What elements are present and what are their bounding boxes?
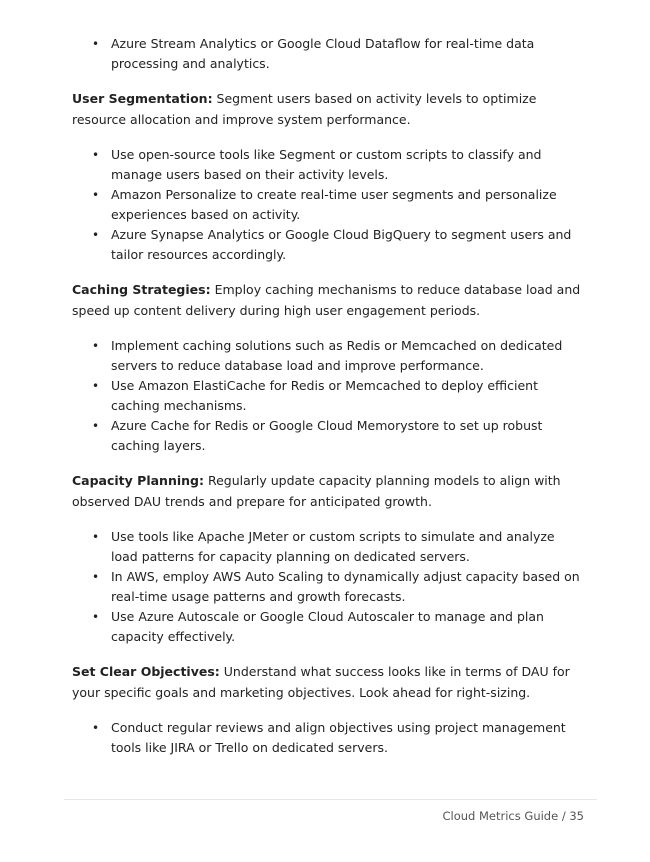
bullet-list-stream-analytics <box>72 34 582 74</box>
list-item: • Use open-source tools like Segment or custom scripts to classify and manage users based on their activity levels. <box>92 147 542 182</box>
section-heading: Set Clear Objectives: <box>72 664 220 679</box>
bullet-icon: • <box>92 530 100 544</box>
list-item: • Amazon Personalize to create real-time user segments and personalize experiences based on activity. <box>92 187 557 222</box>
bullet-list-capacity <box>72 527 582 647</box>
section-heading: User Segmentation: <box>72 91 213 106</box>
page-content <box>72 34 582 758</box>
footer-divider <box>64 799 597 800</box>
bullet-icon: • <box>92 188 100 202</box>
list-item: • Azure Synapse Analytics or Google Cloud BigQuery to segment users and tailor resources accordingly. <box>92 227 572 262</box>
section-heading: Capacity Planning: <box>72 473 204 488</box>
list-item: • Azure Stream Analytics or Google Cloud Dataflow for real-time data processing and analytics. <box>92 36 535 71</box>
section-capacity-planning <box>72 471 582 512</box>
bullet-list-caching <box>72 336 582 456</box>
bullet-icon: • <box>92 721 100 735</box>
section-set-clear-objectives <box>72 662 582 703</box>
bullet-icon: • <box>92 228 100 242</box>
section-body: Employ caching mechanisms to reduce database load and speed up content delivery during high user engagement periods. <box>72 282 581 318</box>
list-item: • Conduct regular reviews and align objectives using project management tools like JIRA or Trello on dedicated servers. <box>92 720 566 755</box>
bullet-icon: • <box>92 37 100 51</box>
bullet-list-objectives <box>72 718 582 758</box>
section-user-segmentation <box>72 89 582 130</box>
page-footer: Cloud Metrics Guide / 35 <box>442 809 584 823</box>
section-body: Segment users based on activity levels to optimize resource allocation and improve system performance. <box>72 91 537 127</box>
list-item: • Azure Cache for Redis or Google Cloud Memorystore to set up robust caching layers. <box>92 418 543 453</box>
section-body: Understand what success looks like in terms of DAU for your specific goals and marketing objectives. Look ahead for right-sizing. <box>72 664 570 700</box>
list-item: • Use Azure Autoscale or Google Cloud Autoscaler to manage and plan capacity effectively. <box>92 609 544 644</box>
bullet-icon: • <box>92 148 100 162</box>
list-item: • In AWS, employ AWS Auto Scaling to dynamically adjust capacity based on real-time usage patterns and growth forecasts. <box>92 569 580 604</box>
bullet-icon: • <box>92 610 100 624</box>
section-caching-strategies <box>72 280 582 321</box>
section-heading: Caching Strategies: <box>72 282 211 297</box>
list-item: • Implement caching solutions such as Redis or Memcached on dedicated servers to reduce database load and improve performance. <box>92 338 563 373</box>
bullet-icon: • <box>92 570 100 584</box>
list-item: • Use Amazon ElastiCache for Redis or Memcached to deploy efficient caching mechanisms. <box>92 378 538 413</box>
section-body: Regularly update capacity planning models to align with observed DAU trends and prepare for anticipated growth. <box>72 473 561 509</box>
bullet-icon: • <box>92 419 100 433</box>
list-item: • Use tools like Apache JMeter or custom scripts to simulate and analyze load patterns for capacity planning on dedicated servers. <box>92 529 555 564</box>
bullet-icon: • <box>92 339 100 353</box>
bullet-list-user-segmentation <box>72 145 582 265</box>
bullet-icon: • <box>92 379 100 393</box>
